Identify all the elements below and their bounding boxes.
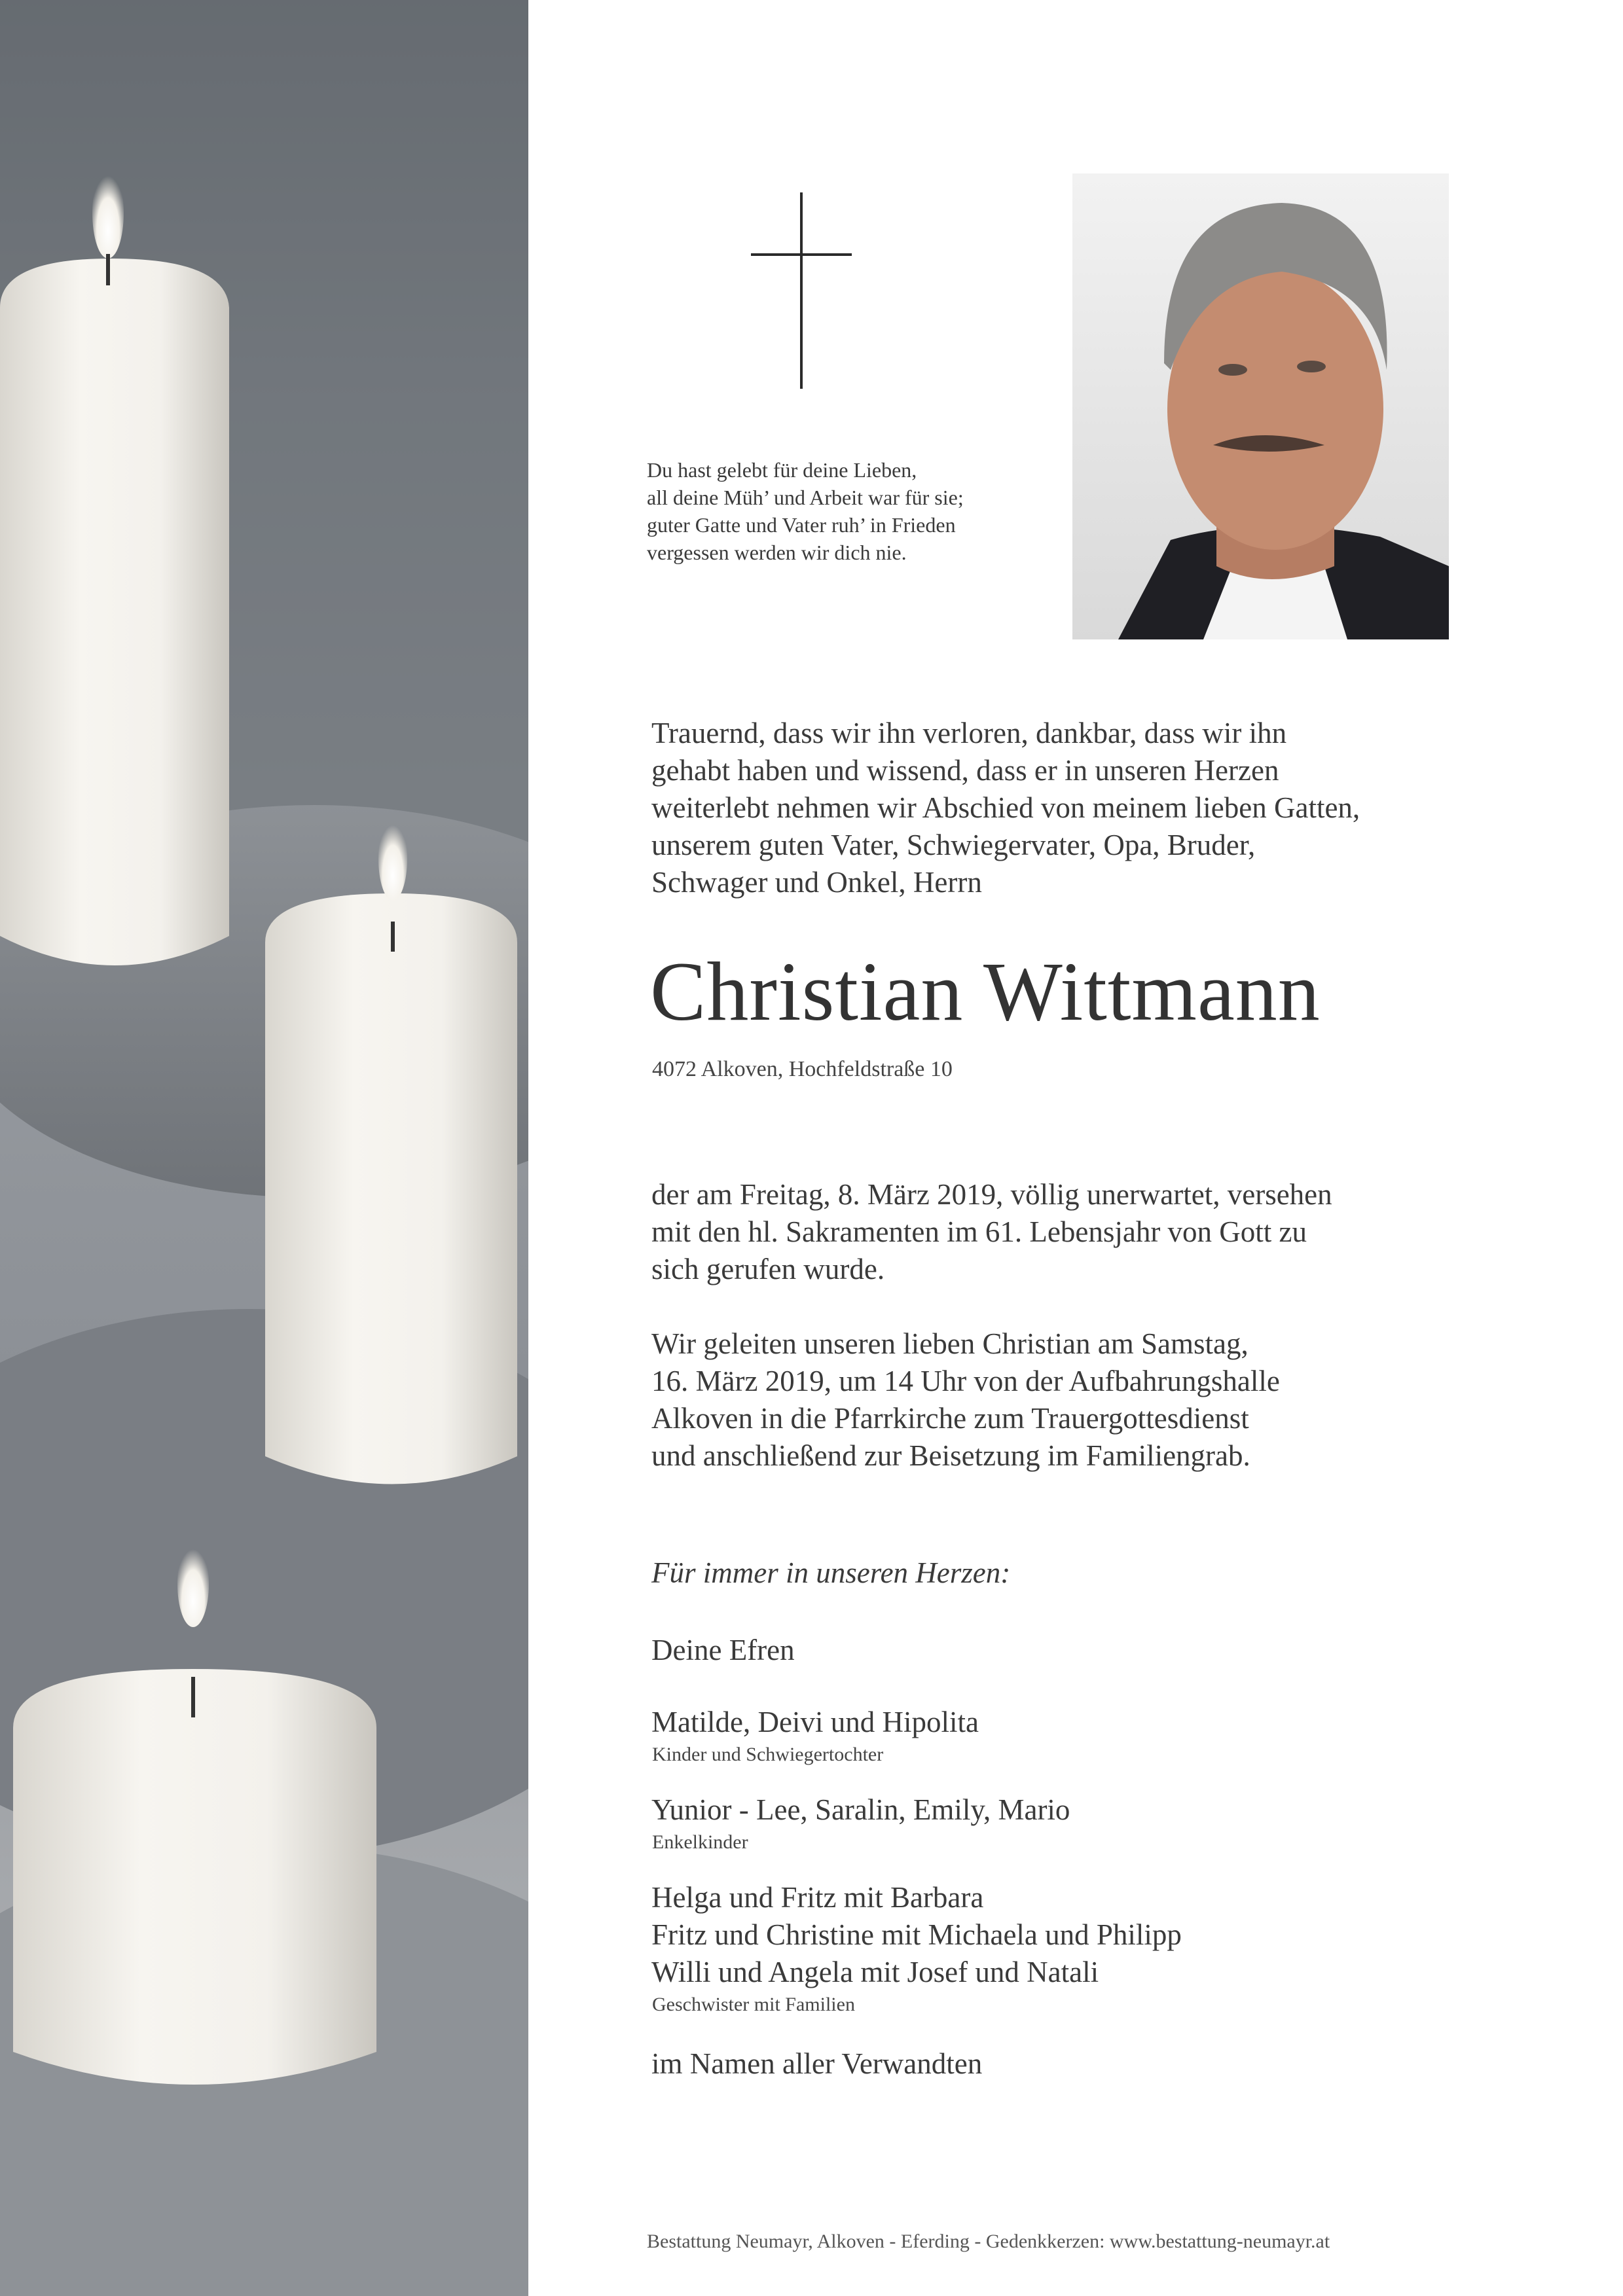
intro-line: weiterlebt nehmen wir Abschied von meinem lieben Gatten, xyxy=(651,791,1360,824)
poem-line: Du hast gelebt für deine Lieben, xyxy=(647,458,917,482)
memorial-poem xyxy=(647,456,1066,566)
forever-heading: Für immer in unseren Herzen: xyxy=(651,1556,1011,1589)
deceased-address: 4072 Alkoven, Hochfeldstraße 10 xyxy=(652,1057,953,1081)
mourner-closing: im Namen aller Verwandten xyxy=(651,2047,983,2080)
funeral-notice-line: 16. März 2019, um 14 Uhr von der Aufbahrungshalle xyxy=(651,1365,1280,1397)
funeral-notice xyxy=(651,1325,1437,1475)
poem-line: all deine Müh’ und Arbeit war für sie; xyxy=(647,486,964,509)
death-notice-line: sich gerufen wurde. xyxy=(651,1253,885,1285)
intro-line: unserem guten Vater, Schwiegervater, Opa, Bruder, xyxy=(651,829,1256,861)
mourner-siblings: Fritz und Christine mit Michaela und Philipp xyxy=(651,1918,1182,1951)
mourner-spouse: Deine Efren xyxy=(651,1634,795,1666)
footer-text: Bestattung Neumayr, Alkoven - Eferding - Gedenkkerzen: www.bestattung-neumayr.at xyxy=(647,2231,1330,2252)
poem-line: guter Gatte und Vater ruh’ in Frieden xyxy=(647,513,956,537)
death-notice-line: mit den hl. Sakramenten im 61. Lebensjahr von Gott zu xyxy=(651,1215,1307,1248)
death-notice-line: der am Freitag, 8. März 2019, völlig unerwartet, versehen xyxy=(651,1178,1332,1211)
portrait-photo xyxy=(1072,173,1449,639)
mourner-siblings: Helga und Fritz mit Barbara xyxy=(651,1881,984,1914)
cross-icon xyxy=(751,192,852,389)
intro-line: Schwager und Onkel, Herrn xyxy=(651,866,982,899)
death-notice xyxy=(651,1176,1437,1288)
relation-label: Enkelkinder xyxy=(652,1831,748,1853)
mourner-grandchildren: Yunior - Lee, Saralin, Emily, Mario xyxy=(651,1793,1070,1826)
relation-label: Kinder und Schwiegertochter xyxy=(652,1744,884,1765)
intro-line: gehabt haben und wissend, dass er in unseren Herzen xyxy=(651,754,1279,787)
intro-line: Trauernd, dass wir ihn verloren, dankbar, dass wir ihn xyxy=(651,717,1287,749)
funeral-notice-line: und anschließend zur Beisetzung im Familiengrab. xyxy=(651,1439,1250,1472)
mourner-children: Matilde, Deivi und Hipolita xyxy=(651,1706,979,1738)
candles-image xyxy=(0,0,528,2296)
deceased-name: Christian Wittmann xyxy=(650,945,1321,1038)
relation-label: Geschwister mit Familien xyxy=(652,1994,855,2015)
funeral-notice-line: Alkoven in die Pfarrkirche zum Trauergottesdienst xyxy=(651,1402,1249,1435)
mourner-siblings: Willi und Angela mit Josef und Natali xyxy=(651,1956,1099,1988)
funeral-notice-line: Wir geleiten unseren lieben Christian am Samstag, xyxy=(651,1327,1249,1360)
candles-illustration xyxy=(0,0,528,2296)
intro-text xyxy=(651,715,1437,901)
poem-line: vergessen werden wir dich nie. xyxy=(647,541,907,564)
